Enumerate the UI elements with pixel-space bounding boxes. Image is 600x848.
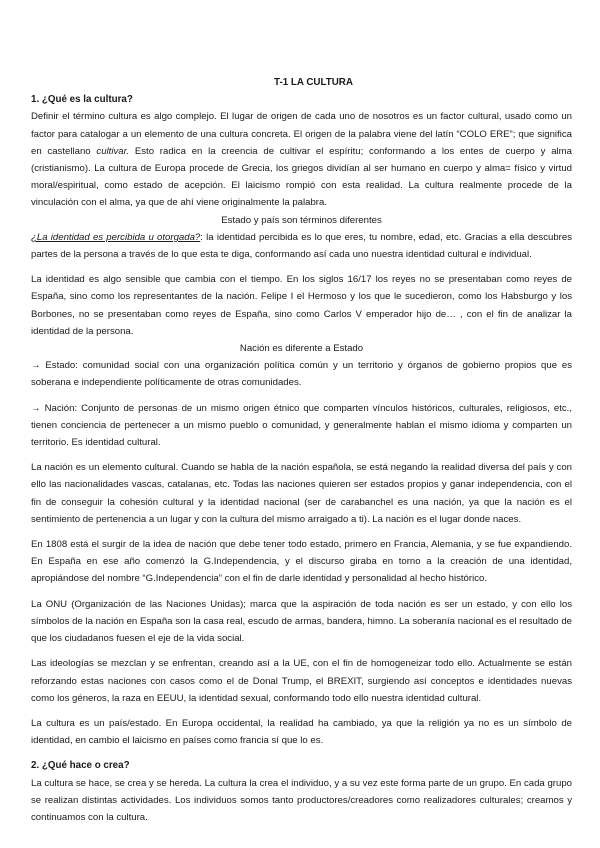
document-page [31, 74, 572, 826]
paragraph-cultura-definicion [31, 108, 572, 211]
section-1-heading: 1. ¿Qué es la cultura? [31, 94, 133, 106]
paragraph-nacion-elemento: La nación es un elemento cultural. Cuando se habla de la nación española, se está negando la realidad diversa del país y con ello las nacionalidades vascas, catalanas, etc. Todas las naciones quieren ser estados propios y ganar independencia, con el fin de conseguir la cohesión cultural y la identidad nacional (ser de carabanchel es una nación, ya que la nación es el sentimiento de pertenencia a un lugar y con la cultura del mismo arraigado a ti). La nación es el lugar donde naces. [31, 462, 572, 525]
cultivar-word: cultivar. [96, 145, 130, 157]
paragraph-identidad-sensible: La identidad es algo sensible que cambia con el tiempo. En los siglos 16/17 los reyes no se presentaban como reyes de España, sino como los representantes de la nación. Felipe I el Hermoso y los que le sucedieron, como los Habsburgo y los Borbones, no se presentaban como reyes de España, sino como Carlos V emperador hijo de… , con el fin de analizar la identidad de la persona. [31, 274, 572, 337]
paragraph-text: Definir el término cultura es algo complejo. El lugar de origen de cada uno de nosotros es un factor cultural, usado como un factor para catalogar a un elemento de una cultura concreta. El origen de la palabra viene del latín “COLO ERE”; que significa en castellano [31, 111, 572, 157]
identidad-question: ¿La identidad es percibida u otorgada? [31, 231, 201, 243]
paragraph-text: Esto radica en la creencia de cultivar el espíritu; conformando a los entes de cuerpo y alma (cristianismo). La cultura de Europa procede de Grecia, los griegos dividían al ser humano en cuerpo y alma= físico y virtud moral/espiritual, como estado de acepción. El laicismo rompió con esta realidad. La cultura realmente procede de la vinculación con el alma, ya que de ahí viene originalmente la palabra. [31, 145, 573, 209]
paragraph-identidad-pregunta [31, 229, 572, 263]
paragraph-text: : la identidad percibida es lo que eres, tu nombre, edad, etc. Gracias a ella descubres partes de la persona a través de lo que esta te diga, conformando así cada uno nuestra identidad cultural e individual. [31, 231, 572, 261]
paragraph-1808: En 1808 está el surgir de la idea de nación que debe tener todo estado, primero en Francia, Alemania, y se fue expandiendo. En España en ese año comenzó la G.Independencia, y el discurso giraba en torno a la creación de una identidad, apropiándose del nombre “G.Independencia” con el fin de darle identidad y personalidad al hecho histórico. [31, 539, 572, 585]
document-title: T-1 LA CULTURA [274, 77, 353, 88]
paragraph-estado-definicion: → Estado: comunidad social con una organización política común y un territorio y órganos de gobierno propios que es soberana e independiente políticamente de otras comunidades. [31, 360, 572, 389]
paragraph-cultura-crea: La cultura se hace, se crea y se hereda. La cultura la crea el individuo, y a su vez este forma parte de un grupo. En cada grupo se realizan distintas actividades. Los individuos somos tanto productores/creadores como realizadores culturales; creamos y continuamos con la cultura. [31, 777, 572, 823]
subheading-nacion-estado: Nación es diferente a Estado [239, 343, 364, 355]
paragraph-cultura-pais: La cultura es un país/estado. En Europa occidental, la realidad ha cambiado, ya que la religión ya no es un símbolo de identidad, en cambio el laicismo en países como francia sí que lo es. [31, 717, 572, 747]
paragraph-nacion-definicion: → Nación: Conjunto de personas de un mismo origen étnico que comparten vínculos históricos, culturales, religiosos, etc., tienen conciencia de pertenecer a un mismo pueblo o comunidad, y generalmente hablan el mismo idioma y comparten un territorio. Es identidad cultural. [31, 402, 572, 449]
paragraph-onu: La ONU (Organización de las Naciones Unidas); marca que la aspiración de toda nación es ser un estado, y con ello los símbolos de la nación en España son la casa real, escudo de armas, bandera, himno. La soberanía nacional es el resultado de que los ciudadanos fuesen el eje de la vida social. [31, 598, 572, 645]
subheading-estado-pais: Estado y país son términos diferentes [221, 214, 382, 226]
paragraph-ideologias: Las ideologías se mezclan y se enfrentan, creando así a la UE, con el fin de homogeneizar todo ello. Actualmente se están reforzando estas naciones con casos como el de Donal Trump, el BREXIT, surgiendo así conceptos e identidades nuevas como los géneros, la raza en EEUU, la identidad sexual, conformando todo ello nuestra identidad cultural. [31, 658, 572, 704]
section-2-heading: 2. ¿Qué hace o crea? [31, 760, 130, 772]
